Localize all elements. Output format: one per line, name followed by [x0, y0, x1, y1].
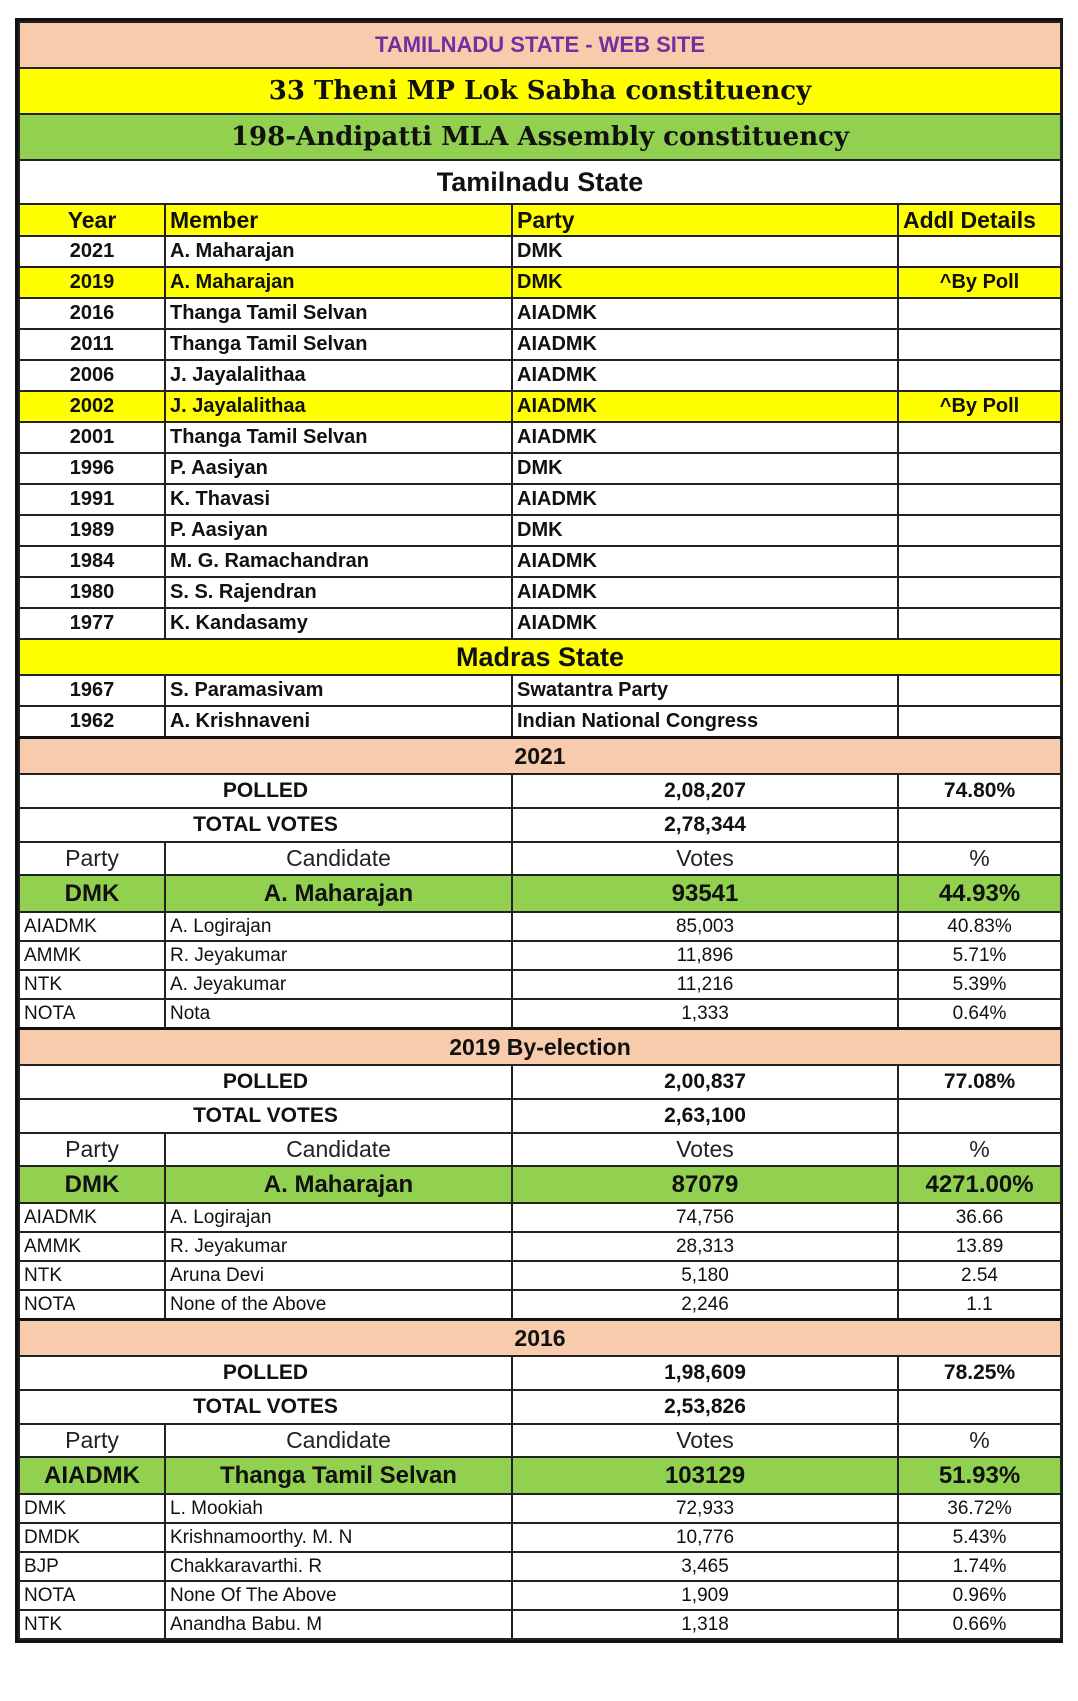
- member-year: 1962: [19, 706, 165, 738]
- col-percent: %: [898, 842, 1061, 875]
- member-details: [898, 546, 1061, 577]
- members-header-row: [19, 204, 1061, 236]
- col-percent: %: [898, 1133, 1061, 1166]
- polled-value: 2,08,207: [512, 774, 898, 808]
- col-party: Party: [19, 842, 165, 875]
- candidate-votes: 74,756: [512, 1203, 898, 1232]
- candidate-votes: 1,333: [512, 999, 898, 1029]
- col-percent: %: [898, 1424, 1061, 1457]
- member-row: [19, 706, 1061, 738]
- candidate-percent: 36.72%: [898, 1494, 1061, 1523]
- member-name: J. Jayalalithaa: [165, 391, 512, 422]
- candidate-row: [19, 1552, 1061, 1581]
- member-year: 2016: [19, 298, 165, 329]
- member-party: AIADMK: [512, 608, 898, 639]
- member-name: Thanga Tamil Selvan: [165, 422, 512, 453]
- col-details: Addl Details: [898, 204, 1061, 236]
- candidate-party: NOTA: [19, 1581, 165, 1610]
- member-name: Thanga Tamil Selvan: [165, 298, 512, 329]
- member-party: Indian National Congress: [512, 706, 898, 738]
- member-year: 2006: [19, 360, 165, 391]
- member-party: AIADMK: [512, 484, 898, 515]
- candidate-party: AMMK: [19, 941, 165, 970]
- polled-percent: 77.08%: [898, 1065, 1061, 1099]
- member-details: [898, 577, 1061, 608]
- winner-candidate: A. Maharajan: [165, 875, 512, 912]
- member-details: ^By Poll: [898, 267, 1061, 298]
- member-row: [19, 577, 1061, 608]
- candidate-name: L. Mookiah: [165, 1494, 512, 1523]
- member-name: M. G. Ramachandran: [165, 546, 512, 577]
- member-name: A. Maharajan: [165, 267, 512, 298]
- candidate-votes: 85,003: [512, 912, 898, 941]
- member-name: J. Jayalalithaa: [165, 360, 512, 391]
- total-votes-empty: [898, 1390, 1061, 1424]
- candidate-name: Chakkaravarthi. R: [165, 1552, 512, 1581]
- winner-party: DMK: [19, 1166, 165, 1203]
- candidate-name: None Of The Above: [165, 1581, 512, 1610]
- state-heading: Tamilnadu State: [19, 160, 1061, 204]
- candidate-row: [19, 970, 1061, 999]
- election-title: 2016: [19, 1320, 1061, 1357]
- candidate-party: AMMK: [19, 1232, 165, 1261]
- candidate-party: DMDK: [19, 1523, 165, 1552]
- member-details: [898, 236, 1061, 267]
- candidate-percent: 0.64%: [898, 999, 1061, 1029]
- candidate-percent: 13.89: [898, 1232, 1061, 1261]
- member-details: [898, 422, 1061, 453]
- polled-value: 2,00,837: [512, 1065, 898, 1099]
- col-candidate: Candidate: [165, 1424, 512, 1457]
- candidate-votes: 11,216: [512, 970, 898, 999]
- candidate-name: A. Logirajan: [165, 912, 512, 941]
- member-party: AIADMK: [512, 391, 898, 422]
- polled-label: POLLED: [19, 1356, 512, 1390]
- member-party: DMK: [512, 267, 898, 298]
- member-year: 1967: [19, 675, 165, 706]
- constituency-table: [18, 21, 1062, 1640]
- col-votes: Votes: [512, 1133, 898, 1166]
- candidate-votes: 1,318: [512, 1610, 898, 1639]
- member-name: K. Kandasamy: [165, 608, 512, 639]
- results-header-row: [19, 842, 1061, 875]
- member-details: [898, 484, 1061, 515]
- member-year: 2011: [19, 329, 165, 360]
- results-header-row: [19, 1133, 1061, 1166]
- candidate-party: BJP: [19, 1552, 165, 1581]
- member-row: [19, 391, 1061, 422]
- lok-sabha-title: 33 Theni MP Lok Sabha constituency: [19, 68, 1061, 114]
- total-votes-value: 2,78,344: [512, 808, 898, 842]
- candidate-votes: 10,776: [512, 1523, 898, 1552]
- candidate-name: R. Jeyakumar: [165, 941, 512, 970]
- candidate-percent: 5.43%: [898, 1523, 1061, 1552]
- winner-candidate: Thanga Tamil Selvan: [165, 1457, 512, 1494]
- candidate-row: [19, 912, 1061, 941]
- candidate-name: Anandha Babu. M: [165, 1610, 512, 1639]
- polled-percent: 78.25%: [898, 1356, 1061, 1390]
- member-row: [19, 453, 1061, 484]
- election-title: 2019 By-election: [19, 1029, 1061, 1066]
- member-row: [19, 515, 1061, 546]
- member-party: AIADMK: [512, 422, 898, 453]
- col-party: Party: [19, 1424, 165, 1457]
- madras-heading-row: [19, 639, 1061, 675]
- candidate-percent: 1.74%: [898, 1552, 1061, 1581]
- member-details: [898, 360, 1061, 391]
- member-party: DMK: [512, 453, 898, 484]
- winner-votes: 103129: [512, 1457, 898, 1494]
- candidate-row: [19, 1523, 1061, 1552]
- polled-row: [19, 1356, 1061, 1390]
- member-row: [19, 298, 1061, 329]
- candidate-name: None of the Above: [165, 1290, 512, 1320]
- candidate-name: Aruna Devi: [165, 1261, 512, 1290]
- candidate-percent: 1.1: [898, 1290, 1061, 1320]
- candidate-row: [19, 1494, 1061, 1523]
- polled-row: [19, 774, 1061, 808]
- winner-candidate: A. Maharajan: [165, 1166, 512, 1203]
- member-name: P. Aasiyan: [165, 515, 512, 546]
- member-row: [19, 675, 1061, 706]
- member-year: 1984: [19, 546, 165, 577]
- total-votes-label: TOTAL VOTES: [19, 1390, 512, 1424]
- candidate-row: [19, 1610, 1061, 1639]
- winner-row: [19, 875, 1061, 912]
- candidate-party: AIADMK: [19, 912, 165, 941]
- candidate-votes: 11,896: [512, 941, 898, 970]
- candidate-name: R. Jeyakumar: [165, 1232, 512, 1261]
- total-votes-row: [19, 808, 1061, 842]
- total-votes-empty: [898, 1099, 1061, 1133]
- total-votes-row: [19, 1099, 1061, 1133]
- member-party: AIADMK: [512, 329, 898, 360]
- col-party: Party: [512, 204, 898, 236]
- candidate-name: A. Logirajan: [165, 1203, 512, 1232]
- winner-percent: 44.93%: [898, 875, 1061, 912]
- candidate-party: DMK: [19, 1494, 165, 1523]
- col-year: Year: [19, 204, 165, 236]
- col-votes: Votes: [512, 842, 898, 875]
- candidate-percent: 2.54: [898, 1261, 1061, 1290]
- candidate-row: [19, 1290, 1061, 1320]
- polled-label: POLLED: [19, 1065, 512, 1099]
- candidate-party: NTK: [19, 1261, 165, 1290]
- polled-value: 1,98,609: [512, 1356, 898, 1390]
- col-candidate: Candidate: [165, 842, 512, 875]
- member-year: 1989: [19, 515, 165, 546]
- candidate-party: AIADMK: [19, 1203, 165, 1232]
- election-title: 2021: [19, 738, 1061, 775]
- col-votes: Votes: [512, 1424, 898, 1457]
- candidate-percent: 5.71%: [898, 941, 1061, 970]
- candidate-votes: 28,313: [512, 1232, 898, 1261]
- member-details: [898, 608, 1061, 639]
- candidate-votes: 3,465: [512, 1552, 898, 1581]
- member-row: [19, 484, 1061, 515]
- candidate-votes: 72,933: [512, 1494, 898, 1523]
- site-title: TAMILNADU STATE - WEB SITE: [19, 22, 1061, 68]
- election-heading-row: [19, 738, 1061, 775]
- col-party: Party: [19, 1133, 165, 1166]
- total-votes-value: 2,53,826: [512, 1390, 898, 1424]
- member-year: 2021: [19, 236, 165, 267]
- member-year: 1977: [19, 608, 165, 639]
- member-party: AIADMK: [512, 360, 898, 391]
- member-year: 2002: [19, 391, 165, 422]
- candidate-name: Nota: [165, 999, 512, 1029]
- candidate-percent: 40.83%: [898, 912, 1061, 941]
- winner-votes: 87079: [512, 1166, 898, 1203]
- member-details: [898, 453, 1061, 484]
- polled-row: [19, 1065, 1061, 1099]
- member-row: [19, 329, 1061, 360]
- total-votes-label: TOTAL VOTES: [19, 808, 512, 842]
- member-year: 2019: [19, 267, 165, 298]
- member-year: 1996: [19, 453, 165, 484]
- member-name: A. Krishnaveni: [165, 706, 512, 738]
- member-name: Thanga Tamil Selvan: [165, 329, 512, 360]
- member-row: [19, 608, 1061, 639]
- candidate-percent: 5.39%: [898, 970, 1061, 999]
- polled-label: POLLED: [19, 774, 512, 808]
- winner-row: [19, 1166, 1061, 1203]
- candidate-name: Krishnamoorthy. M. N: [165, 1523, 512, 1552]
- candidate-row: [19, 1232, 1061, 1261]
- member-year: 1991: [19, 484, 165, 515]
- total-votes-label: TOTAL VOTES: [19, 1099, 512, 1133]
- candidate-percent: 36.66: [898, 1203, 1061, 1232]
- member-party: Swatantra Party: [512, 675, 898, 706]
- candidate-party: NTK: [19, 1610, 165, 1639]
- candidate-row: [19, 1261, 1061, 1290]
- winner-party: DMK: [19, 875, 165, 912]
- total-votes-value: 2,63,100: [512, 1099, 898, 1133]
- member-name: S. Paramasivam: [165, 675, 512, 706]
- candidate-percent: 0.66%: [898, 1610, 1061, 1639]
- member-details: ^By Poll: [898, 391, 1061, 422]
- member-party: AIADMK: [512, 546, 898, 577]
- member-row: [19, 236, 1061, 267]
- candidate-percent: 0.96%: [898, 1581, 1061, 1610]
- member-details: [898, 329, 1061, 360]
- total-votes-row: [19, 1390, 1061, 1424]
- candidate-row: [19, 1203, 1061, 1232]
- col-candidate: Candidate: [165, 1133, 512, 1166]
- candidate-name: A. Jeyakumar: [165, 970, 512, 999]
- total-votes-empty: [898, 808, 1061, 842]
- member-details: [898, 706, 1061, 738]
- member-row: [19, 546, 1061, 577]
- candidate-votes: 2,246: [512, 1290, 898, 1320]
- member-name: K. Thavasi: [165, 484, 512, 515]
- candidate-party: NOTA: [19, 999, 165, 1029]
- member-party: DMK: [512, 515, 898, 546]
- member-details: [898, 515, 1061, 546]
- member-row: [19, 267, 1061, 298]
- winner-percent: 51.93%: [898, 1457, 1061, 1494]
- results-header-row: [19, 1424, 1061, 1457]
- polled-percent: 74.80%: [898, 774, 1061, 808]
- member-party: AIADMK: [512, 298, 898, 329]
- member-name: S. S. Rajendran: [165, 577, 512, 608]
- member-name: A. Maharajan: [165, 236, 512, 267]
- member-details: [898, 675, 1061, 706]
- member-name: P. Aasiyan: [165, 453, 512, 484]
- candidate-party: NTK: [19, 970, 165, 999]
- member-year: 2001: [19, 422, 165, 453]
- winner-row: [19, 1457, 1061, 1494]
- member-year: 1980: [19, 577, 165, 608]
- member-party: AIADMK: [512, 577, 898, 608]
- col-member: Member: [165, 204, 512, 236]
- member-details: [898, 298, 1061, 329]
- winner-party: AIADMK: [19, 1457, 165, 1494]
- constituency-sheet: [15, 18, 1063, 1643]
- member-party: DMK: [512, 236, 898, 267]
- member-row: [19, 360, 1061, 391]
- candidate-row: [19, 999, 1061, 1029]
- candidate-row: [19, 941, 1061, 970]
- candidate-votes: 1,909: [512, 1581, 898, 1610]
- assembly-title: 198-Andipatti MLA Assembly constituency: [19, 114, 1061, 160]
- madras-heading: Madras State: [19, 639, 1061, 675]
- candidate-party: NOTA: [19, 1290, 165, 1320]
- candidate-row: [19, 1581, 1061, 1610]
- winner-votes: 93541: [512, 875, 898, 912]
- winner-percent: 4271.00%: [898, 1166, 1061, 1203]
- election-heading-row: [19, 1320, 1061, 1357]
- candidate-votes: 5,180: [512, 1261, 898, 1290]
- member-row: [19, 422, 1061, 453]
- election-heading-row: [19, 1029, 1061, 1066]
